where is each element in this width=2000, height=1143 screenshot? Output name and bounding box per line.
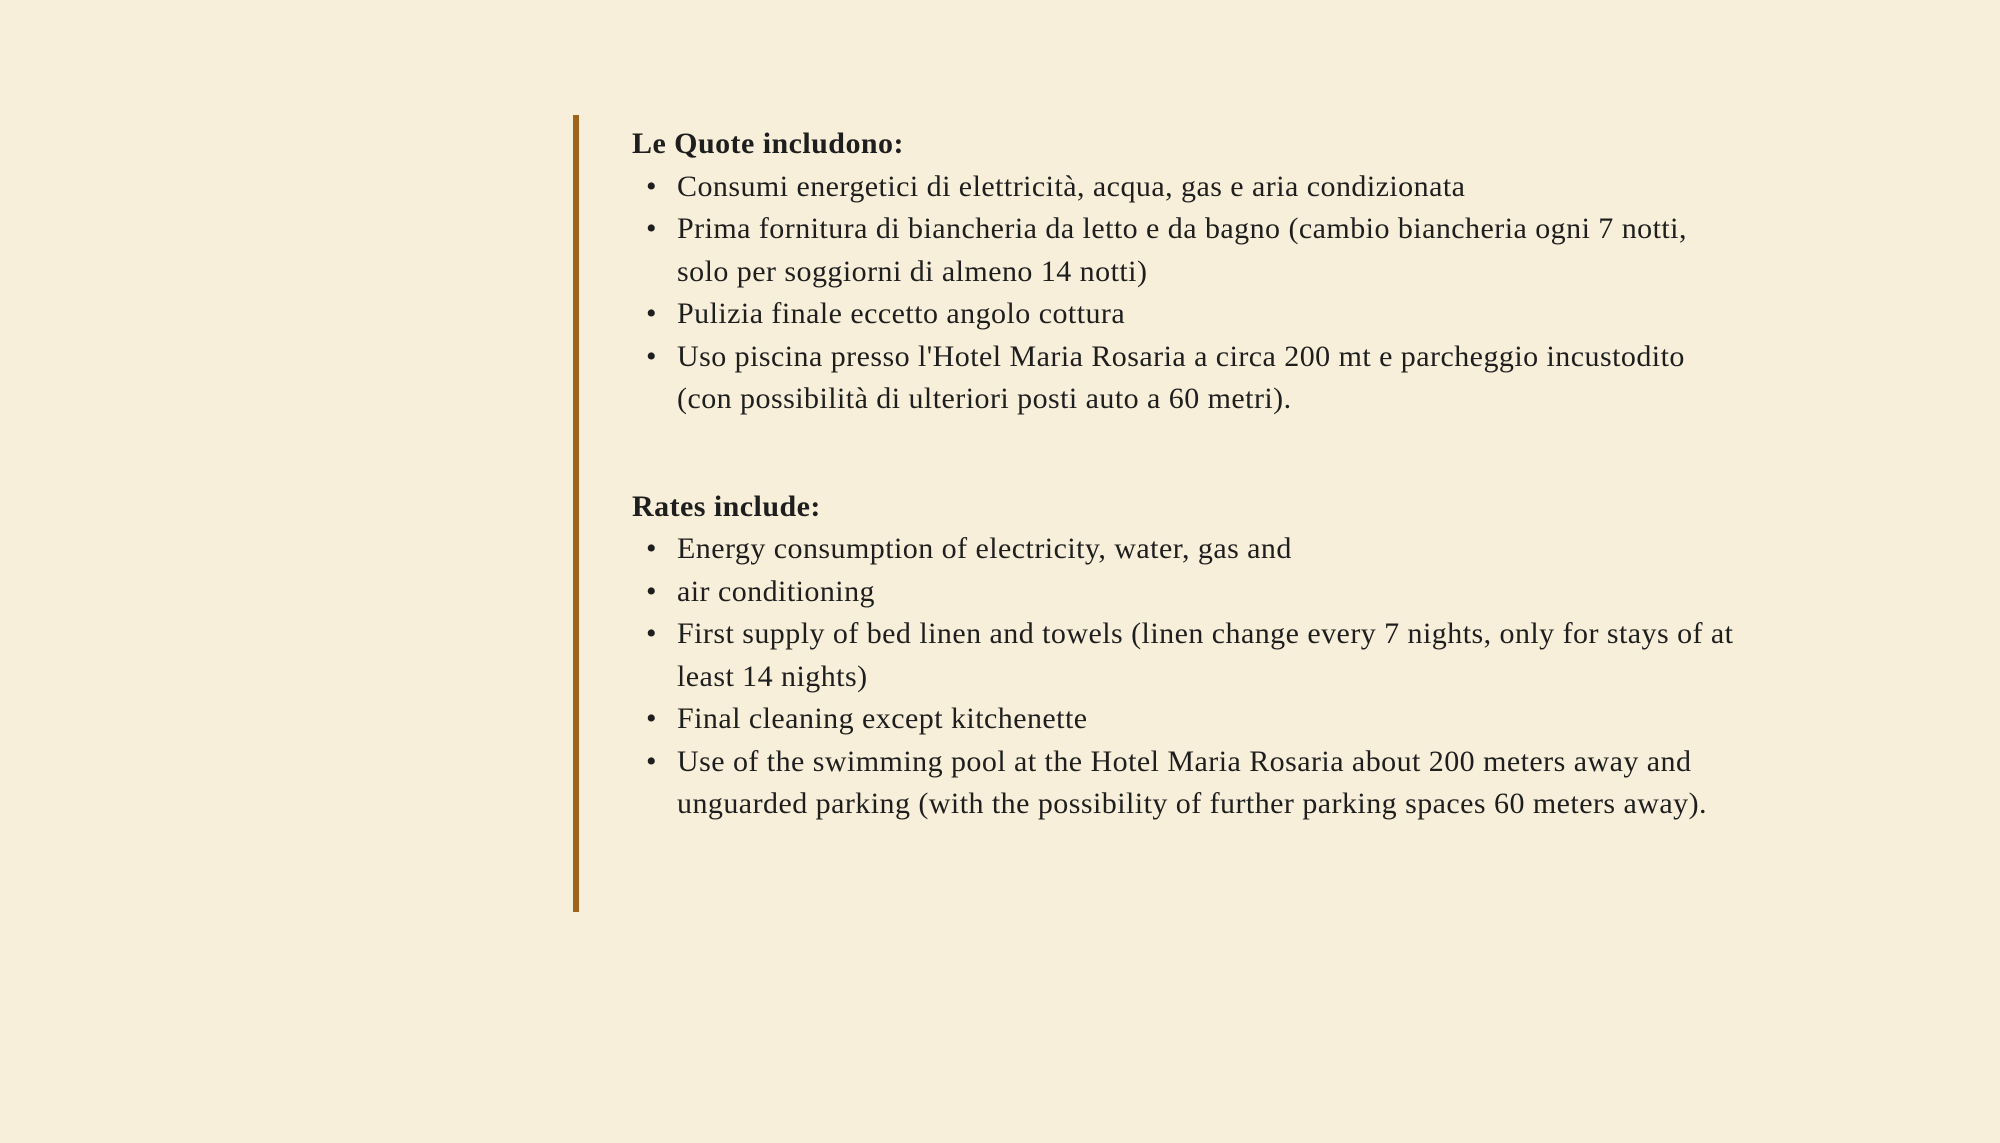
bullet-icon: • [646, 617, 657, 650]
section-title-english: Rates include: [632, 489, 821, 523]
list-item [632, 208, 1742, 293]
list-item [632, 698, 1742, 741]
list-item [632, 293, 1742, 336]
list-item [632, 613, 1742, 698]
list-item-text: air conditioning [677, 574, 875, 608]
bullet-icon: • [646, 744, 657, 778]
bullet-icon: • [646, 169, 657, 203]
rates-content [632, 123, 1742, 826]
list-item-text: Uso piscina presso l'Hotel Maria Rosaria a circa 200 mt e parcheggio incustodito (con possibilità di ulteriori posti auto a 60 metri). [677, 339, 1685, 415]
list-item-text: Use of the swimming pool at the Hotel Maria Rosaria about 200 meters away and unguarded parking (with the possibility of further parking spaces 60 meters away). [677, 744, 1707, 820]
list-item [632, 166, 1742, 209]
list-item [632, 528, 1742, 571]
list-item-text: Energy consumption of electricity, water, gas and [677, 532, 1292, 565]
bullet-icon: • [646, 339, 657, 373]
list-item-text: Consumi energetici di elettricità, acqua, gas e aria condizionata [677, 169, 1466, 203]
bullet-icon: • [646, 532, 657, 565]
section-title-italian: Le Quote includono: [632, 127, 904, 160]
list-item-text: First supply of bed linen and towels (linen change every 7 nights, only for stays of at least 14 nights) [677, 617, 1734, 693]
list-item-text: Prima fornitura di biancheria da letto e da bagno (cambio biancheria ogni 7 notti, solo per soggiorni di almeno 14 notti) [677, 212, 1687, 288]
italian-section [632, 123, 1742, 421]
list-item [632, 741, 1742, 826]
italian-list [632, 166, 1742, 421]
accent-vertical-rule [573, 115, 579, 912]
bullet-icon: • [646, 212, 657, 245]
list-item [632, 336, 1742, 421]
english-section [632, 486, 1742, 826]
bullet-icon: • [646, 702, 657, 735]
bullet-icon: • [646, 574, 657, 608]
bullet-icon: • [646, 297, 657, 330]
english-list [632, 528, 1742, 826]
list-item-text: Pulizia finale eccetto angolo cottura [677, 297, 1126, 330]
list-item-text: Final cleaning except kitchenette [677, 702, 1088, 735]
list-item [632, 571, 1742, 614]
